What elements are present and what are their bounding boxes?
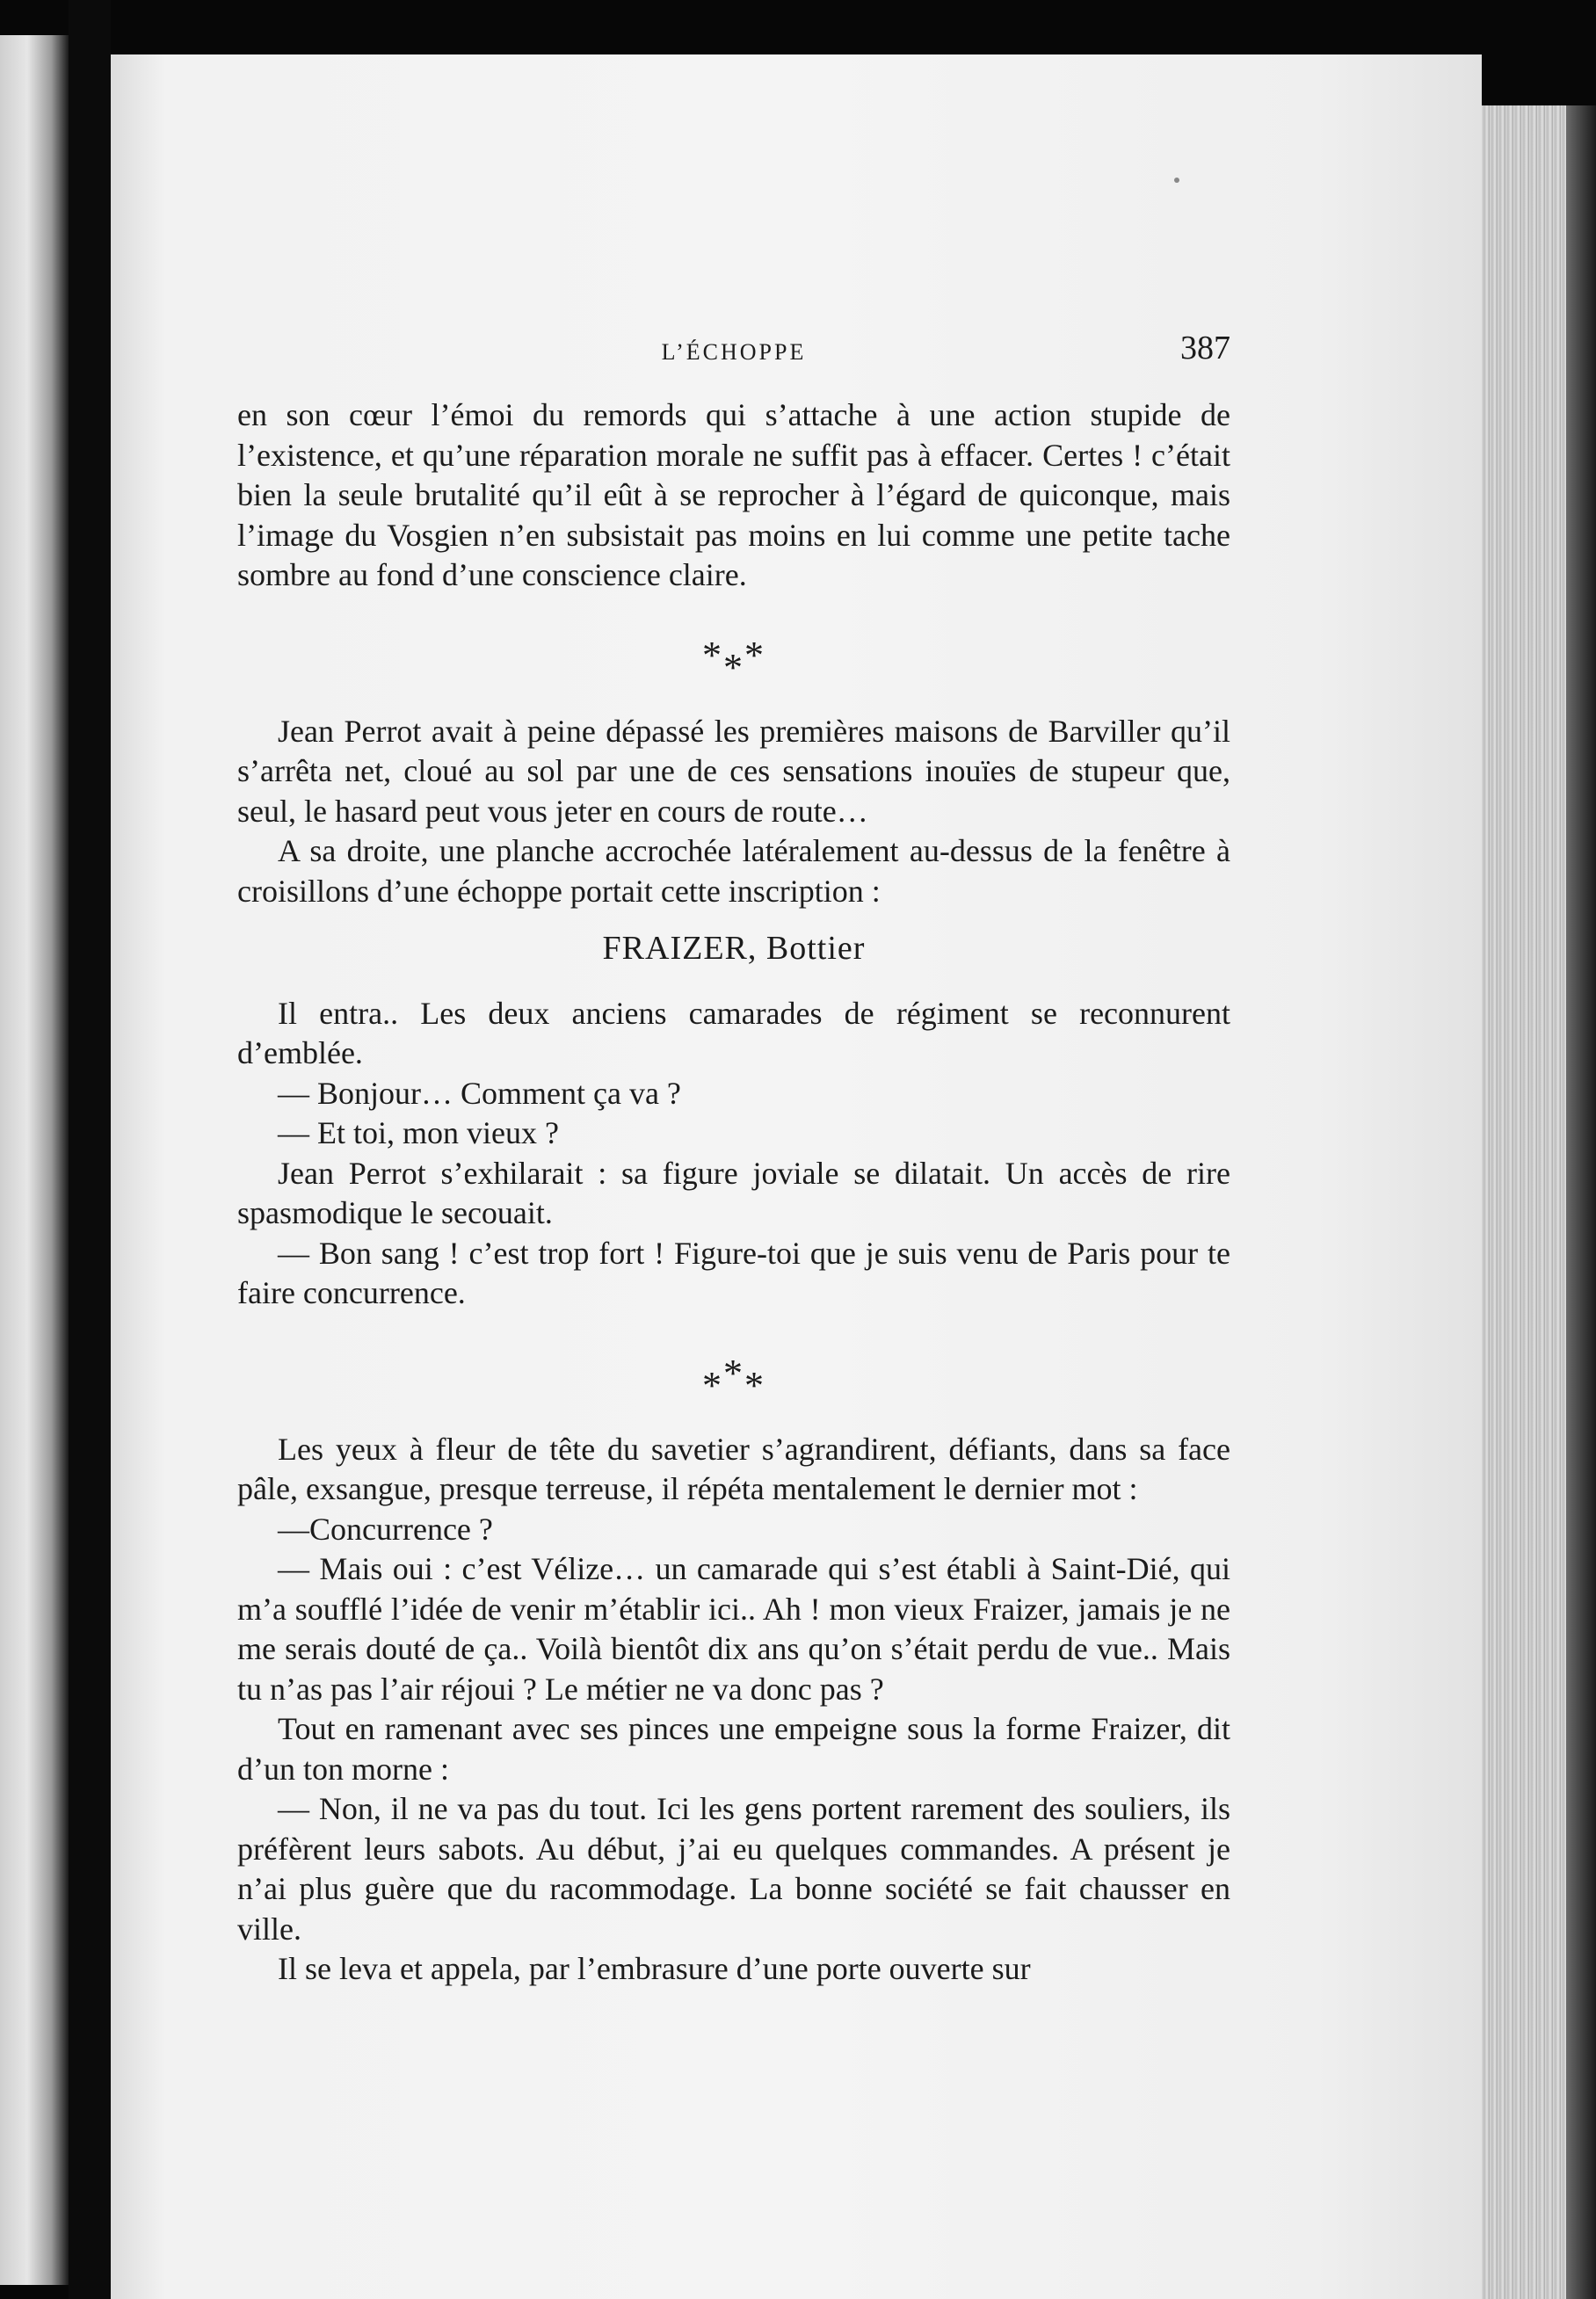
- page-header: [237, 316, 1230, 395]
- paragraph: Jean Perrot s’exhilarait : sa figure joviale se dilatait. Un accès de rire spasmodique le secouait.: [237, 1155, 1230, 1230]
- dialogue-line: —Concurrence ?: [278, 1511, 493, 1547]
- paragraph: Les yeux à fleur de tête du savetier s’agrandirent, défiants, dans sa face pâle, exsangue, presque terreuse, il répéta mentalement le dernier mot :: [237, 1431, 1230, 1506]
- speck: [1174, 178, 1179, 183]
- paragraph: Il entra.. Les deux anciens camarades de régiment se reconnurent d’emblée.: [237, 995, 1230, 1070]
- paragraph: Il se leva et appela, par l’embrasure d’une porte ouverte sur: [278, 1951, 1031, 1986]
- page-text: [237, 316, 1230, 1990]
- page-number: 387: [1180, 330, 1230, 366]
- page-stack-shadow: [1566, 105, 1596, 2299]
- paragraph: en son cœur l’émoi du remords qui s’attache à une action stupide de l’existence, et qu’une réparation morale ne suffit pas à effacer. Certes ! c’était bien la seule brutalité qu’il eût à se reprocher à l’égard de quiconque, mais l’image du Vosgien n’en subsistait pas moins en lui comme une petite tache sombre au fond d’une conscience claire.: [237, 397, 1230, 592]
- dialogue-line: — Bonjour… Comment ça va ?: [278, 1075, 681, 1111]
- left-page-edge: [0, 35, 69, 2285]
- paragraph: Tout en ramenant avec ses pinces une empeigne sous la forme Fraizer, dit d’un ton morne :: [237, 1711, 1230, 1787]
- shop-sign-inscription: FRAIZER, Bottier: [602, 930, 866, 967]
- dialogue-line: — Non, il ne va pas du tout. Ici les gens portent rarement des souliers, ils préfèrent leurs sabots. Au début, j’ai eu quelques commandes. A présent je n’ai plus guère que du racommodage. La bonne société se fait chausser en ville.: [237, 1791, 1230, 1947]
- book-gutter: [69, 0, 111, 2299]
- paragraph: Jean Perrot avait à peine dépassé les premières maisons de Barviller qu’il s’arrêta net, cloué au sol par une de ces sensations inouïes de stupeur que, seul, le hasard peut vous jeter en cours de route…: [237, 713, 1230, 829]
- asterism-1: ***: [702, 633, 765, 689]
- page-stack-edge: [1482, 105, 1566, 2299]
- dialogue-line: — Mais oui : c’est Vélize… un camarade qui s’est établi à Saint-Dié, qui m’a soufflé l’idée de venir m’établir ici.. Ah ! mon vieux Fraizer, jamais je ne me serais douté de ça.. Voilà bientôt dix ans qu’on s’était perdu de vue.. Mais tu n’as pas l’air réjoui ? Le métier ne va donc pas ?: [237, 1551, 1230, 1707]
- dialogue-line: — Et toi, mon vieux ?: [278, 1115, 559, 1150]
- asterism-2: ***: [702, 1351, 765, 1407]
- paragraph: A sa droite, une planche accrochée latéralement au-dessus de la fenêtre à croisillons d’une échoppe portait cette inscription :: [237, 833, 1230, 909]
- dialogue-line: — Bon sang ! c’est trop fort ! Figure-toi que je suis venu de Paris pour te faire concurrence.: [237, 1235, 1230, 1310]
- running-head: L’ÉCHOPPE: [661, 339, 807, 365]
